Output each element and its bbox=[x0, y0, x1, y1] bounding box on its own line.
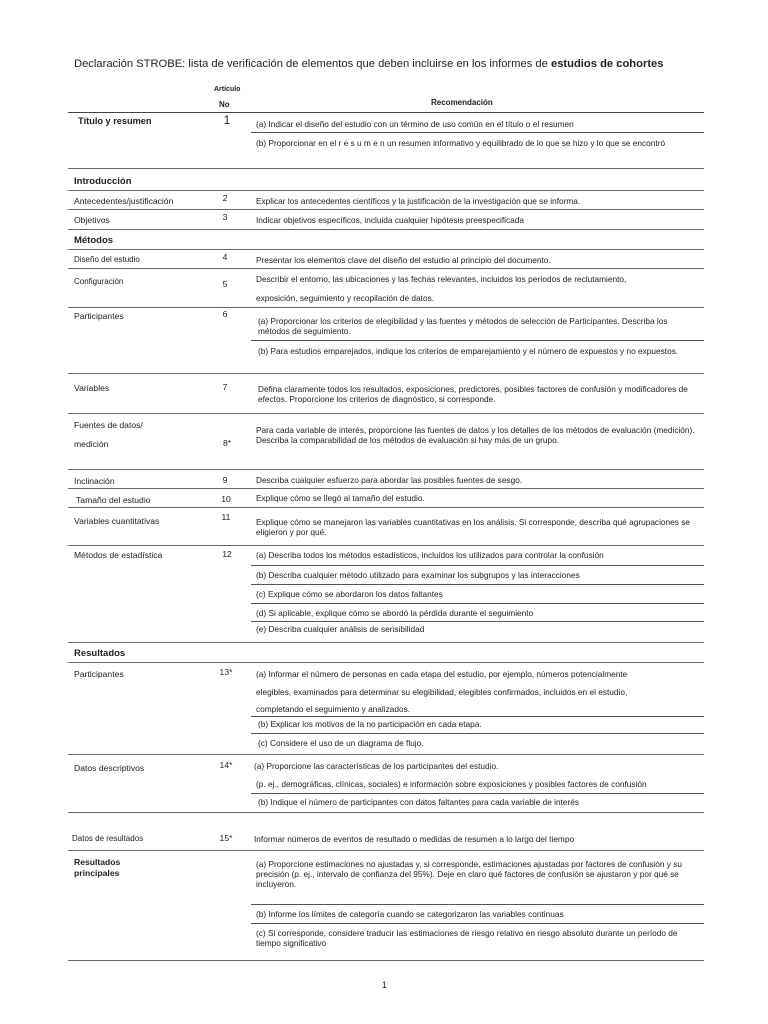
num-objetivos: 3 bbox=[222, 212, 228, 222]
num-diseno: 4 bbox=[222, 252, 228, 262]
page-number: 1 bbox=[382, 980, 388, 990]
header-articulo: Artículo bbox=[214, 86, 241, 93]
label-principales-2: principales bbox=[74, 868, 120, 878]
rec-datos-resultados: Informar números de eventos de resultado o medidas de resumen a lo largo del tiempo bbox=[254, 834, 575, 844]
rule bbox=[68, 507, 704, 508]
rule bbox=[251, 793, 704, 794]
rec-participantes-b: (b) Para estudios emparejados, indique los criterios de emparejamiento y el número de expuestos y no expuestos. bbox=[258, 346, 679, 356]
rule bbox=[68, 642, 704, 643]
rule bbox=[251, 621, 704, 622]
rec-estadistica-d: (d) Si aplicable, explique cómo se abordó la pérdida durante el seguimiento bbox=[256, 608, 534, 618]
num-descriptivos: 14* bbox=[219, 760, 233, 770]
label-estadistica: Métodos de estadística bbox=[74, 550, 163, 560]
header-no: No bbox=[219, 100, 230, 109]
rule bbox=[68, 307, 704, 308]
rule bbox=[68, 229, 704, 230]
rule bbox=[251, 603, 704, 604]
header-recomendacion: Recomendación bbox=[431, 98, 493, 107]
rec-titulo-a: (a) Indicar el diseño del estudio con un término de uso común en el título o el resumen bbox=[256, 119, 574, 129]
rec-tamano: Explique cómo se llegó al tamaño del estudio. bbox=[256, 493, 425, 503]
label-participantes: Participantes bbox=[74, 311, 124, 321]
rule bbox=[68, 754, 704, 755]
label-fuentes-1: Fuentes de datos/ bbox=[74, 420, 143, 430]
label-variables: Variables bbox=[74, 383, 110, 393]
rule bbox=[251, 132, 704, 133]
section-introduccion: Introducción bbox=[74, 176, 132, 187]
label-principales-1: Resultados bbox=[74, 857, 121, 867]
label-datos-resultados: Datos de resultados bbox=[72, 834, 144, 843]
rec-participantes-res-a3: completando el seguimiento y analizados. bbox=[256, 704, 411, 714]
rec-descriptivos-a2: (p. ej., demográficas, clínicas, sociales) e información sobre exposiciones y posibles factores de confusión bbox=[256, 779, 647, 789]
num-fuentes: 8* bbox=[222, 438, 232, 448]
label-antecedentes: Antecedentes/justificación bbox=[74, 196, 174, 206]
rec-cuantitativas: Explique cómo se manejaron las variables cuantitativas en los análisis. Si corresponde, describa qué agrupaciones se eligieron y por qué. bbox=[256, 517, 690, 537]
rule bbox=[68, 190, 704, 191]
num-antecedentes: 2 bbox=[222, 193, 228, 203]
rule bbox=[68, 249, 704, 250]
rule bbox=[68, 469, 704, 470]
rec-fuentes: Para cada variable de interés, proporcione las fuentes de datos y los detalles de los métodos de evaluación (medición). Describa la comparabilidad de los métodos de evaluación si hay más de un grupo. bbox=[256, 425, 695, 445]
rec-descriptivos-b: (b) Indique el número de participantes con datos faltantes para cada variable de interés bbox=[258, 797, 580, 807]
rule bbox=[251, 584, 704, 585]
rule bbox=[68, 488, 704, 489]
rec-antecedentes: Explicar los antecedentes científicos y la justificación de la investigación que se informa. bbox=[256, 196, 581, 206]
rec-variables: Defina claramente todos los resultados, exposiciones, predictores, posibles factores de confusión y modificadores de efectos. Proporcione los criterios de diagnóstico, si corresponde. bbox=[258, 384, 688, 404]
num-participantes-res: 13* bbox=[219, 667, 233, 677]
rule bbox=[68, 209, 704, 210]
label-diseno: Diseño del estudio bbox=[74, 255, 140, 264]
rec-participantes-res-a1: (a) Informar el número de personas en cada etapa del estudio, por ejemplo, números potencialmente bbox=[256, 669, 628, 679]
label-titulo: Título y resumen bbox=[78, 116, 152, 126]
rec-configuracion-2: exposición, seguimiento y recopilación de datos. bbox=[256, 293, 435, 303]
rec-principales-b: (b) Informe los límites de categoría cuando se categorizaron las variables continuas bbox=[256, 909, 564, 919]
num-inclinacion: 9 bbox=[222, 475, 228, 485]
num-configuracion: 5 bbox=[222, 279, 228, 289]
num-variables: 7 bbox=[222, 382, 228, 392]
rule bbox=[68, 960, 704, 961]
rule bbox=[68, 168, 704, 169]
rec-estadistica-e: (e) Describa cualquier análisis de sensibilidad bbox=[256, 624, 425, 634]
rec-objetivos: Indicar objetivos específicos, incluida cualquier hipótesis preespecificada bbox=[256, 215, 524, 225]
rule bbox=[251, 565, 704, 566]
label-participantes-res: Participantes bbox=[74, 669, 124, 679]
label-cuantitativas: Variables cuantitativas bbox=[74, 516, 160, 526]
num-cuantitativas: 11 bbox=[221, 512, 231, 522]
header-rule bbox=[68, 112, 704, 113]
rule bbox=[68, 812, 704, 813]
rule bbox=[251, 904, 704, 905]
num-estadistica: 12 bbox=[222, 549, 232, 559]
rec-principales-c: (c) Si corresponde, considere traducir las estimaciones de riesgo relativo en riesgo absoluto durante un período de tiempo significativo bbox=[256, 928, 678, 948]
rule bbox=[68, 545, 704, 546]
rule bbox=[251, 923, 704, 924]
rec-configuracion-1: Describir el entorno, las ubicaciones y las fechas relevantes, incluidos los períodos de reclutamiento, bbox=[256, 274, 627, 284]
rec-descriptivos-a1: (a) Proporcione las características de los participantes del estudio. bbox=[254, 761, 499, 771]
rec-participantes-a: (a) Proporcionar los criterios de elegibilidad y las fuentes y métodos de selección de Participantes. Describa los métodos de seguimiento. bbox=[258, 316, 668, 336]
label-descriptivos: Datos descriptivos bbox=[74, 763, 145, 773]
label-fuentes-2: medición bbox=[74, 439, 109, 449]
label-configuracion: Configuración bbox=[74, 277, 124, 286]
rule bbox=[68, 268, 704, 269]
label-tamano: Tamaño del estudio bbox=[76, 495, 151, 505]
rule bbox=[68, 850, 704, 851]
num-participantes: 6 bbox=[222, 309, 228, 319]
rule bbox=[68, 373, 704, 374]
rec-diseno: Presentar los elementos clave del diseño del estudio al principio del documento. bbox=[256, 255, 551, 265]
num-tamano: 10 bbox=[221, 494, 231, 504]
document-title: Declaración STROBE: lista de verificación de elementos que deben incluirse en los informes de estudios de cohortes bbox=[74, 58, 664, 70]
rec-inclinacion: Describa cualquier esfuerzo para abordar las posibles fuentes de sesgo. bbox=[256, 475, 523, 485]
rule bbox=[68, 662, 704, 663]
num-titulo: 1 bbox=[223, 113, 231, 127]
rec-principales-a: (a) Proporcione estimaciones no ajustadas y, si corresponde, estimaciones ajustadas por factores de confusión y su precisión (p. ej., intervalo de confianza del 95%). Deje en claro qué factores de confusión se ajustaron y por qué se incluyeron. bbox=[256, 859, 682, 889]
rule bbox=[68, 413, 704, 414]
rec-titulo-b: (b) Proporcionar en el r e s u m e n un resumen informativo y equilibrado de lo que se hizo y lo que se encontró bbox=[256, 138, 666, 148]
rule bbox=[251, 716, 704, 717]
rec-estadistica-b: (b) Describa cualquier método utilizado para examinar los subgrupos y las interacciones bbox=[256, 570, 580, 580]
rec-participantes-res-a2: elegibles, examinados para determinar su elegibilidad, elegibles confirmados, incluidos en el estudio, bbox=[256, 687, 628, 697]
rec-participantes-res-c: (c) Considere el uso de un diagrama de flujo. bbox=[258, 738, 424, 748]
rule bbox=[251, 340, 704, 341]
section-resultados: Resultados bbox=[74, 648, 126, 659]
label-objetivos: Objetivos bbox=[74, 215, 110, 225]
section-metodos: Métodos bbox=[74, 235, 114, 246]
rule bbox=[251, 733, 704, 734]
num-datos-resultados: 15* bbox=[219, 833, 233, 843]
rec-estadistica-a: (a) Describa todos los métodos estadísticos, incluidos los utilizados para controlar la confusión bbox=[256, 550, 604, 560]
rec-participantes-res-b: (b) Explicar los motivos de la no participación en cada etapa. bbox=[258, 719, 482, 729]
rec-estadistica-c: (c) Explique cómo se abordaron los datos faltantes bbox=[256, 589, 443, 599]
label-inclinacion: Inclinación bbox=[74, 476, 115, 486]
